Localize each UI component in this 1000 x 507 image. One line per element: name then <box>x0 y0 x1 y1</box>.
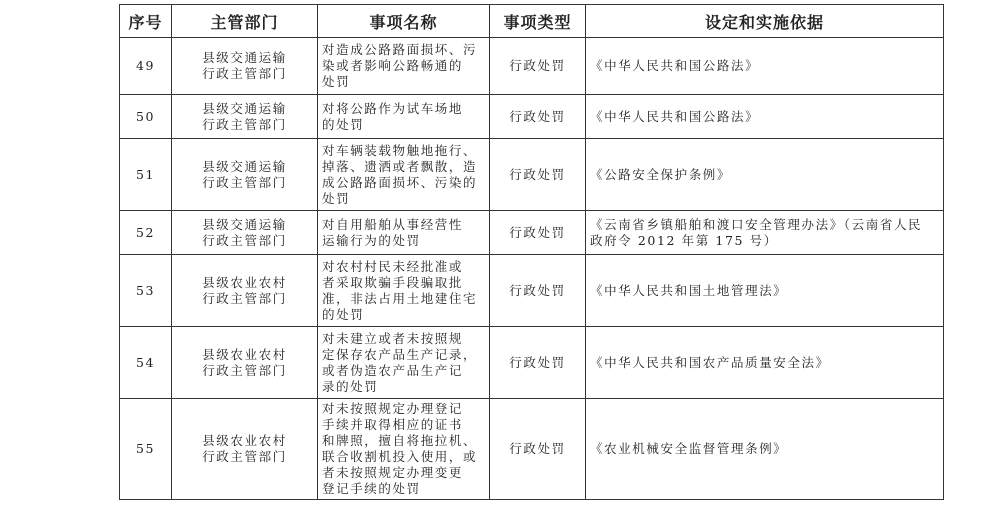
row-seq: 54 <box>120 327 172 399</box>
dept-line: 县级农业农村 <box>202 274 287 290</box>
row-dept <box>172 399 318 500</box>
row-name <box>318 327 490 399</box>
dept-line: 县级交通运输 <box>202 216 287 232</box>
row-type: 行政处罚 <box>490 38 586 95</box>
row-name <box>318 255 490 327</box>
row-basis <box>586 399 944 500</box>
row-name <box>318 211 490 255</box>
dept-line: 行政主管部门 <box>202 362 287 378</box>
table-row <box>120 38 944 95</box>
name-line: 对将公路作为试车场地 <box>322 100 464 116</box>
name-line: 的处罚 <box>322 306 365 322</box>
dept-line: 行政主管部门 <box>202 174 287 190</box>
row-name <box>318 139 490 211</box>
row-seq: 55 <box>120 399 172 500</box>
name-line: 处罚 <box>322 74 351 89</box>
name-line: 的处罚 <box>322 116 365 132</box>
name-line: 对车辆装载物触地拖行、 <box>322 142 478 158</box>
basis-line: 《农业机械安全监督管理条例》 <box>590 441 788 456</box>
row-type: 行政处罚 <box>490 139 586 211</box>
row-seq: 50 <box>120 95 172 139</box>
name-line: 和牌照，擅自将拖拉机、 <box>322 433 478 448</box>
table-row <box>120 95 944 139</box>
basis-line: 《中华人民共和国土地管理法》 <box>590 282 788 298</box>
basis-line: 《云南省乡镇船舶和渡口安全管理办法》（云南省人民 <box>590 216 923 232</box>
regulation-table <box>119 4 944 500</box>
name-line: 手续并取得相应的证书 <box>322 417 464 432</box>
basis-line: 《中华人民共和国公路法》 <box>590 58 760 73</box>
name-line: 掉落、遗洒或者飘散，造 <box>322 158 478 174</box>
dept-line: 县级交通运输 <box>202 100 287 116</box>
name-line: 染或者影响公路畅通的 <box>322 58 464 73</box>
dept-line: 行政主管部门 <box>202 232 287 248</box>
dept-line: 行政主管部门 <box>202 449 287 464</box>
dept-line: 行政主管部门 <box>202 66 287 81</box>
table-row <box>120 139 944 211</box>
row-dept <box>172 38 318 95</box>
name-line: 处罚 <box>322 190 351 206</box>
dept-line: 行政主管部门 <box>202 116 287 132</box>
name-line: 对未按照规定办理登记 <box>322 401 464 416</box>
header-seq: 序号 <box>120 5 172 38</box>
basis-line: 《中华人民共和国公路法》 <box>590 108 760 124</box>
table-row <box>120 255 944 327</box>
name-line: 对造成公路路面损坏、污 <box>322 42 478 57</box>
name-line: 对农村村民未经批准或 <box>322 258 464 274</box>
row-dept <box>172 211 318 255</box>
dept-line: 县级农业农村 <box>202 433 287 448</box>
row-basis <box>586 95 944 139</box>
row-basis <box>586 38 944 95</box>
dept-line: 县级交通运输 <box>202 50 287 65</box>
row-type: 行政处罚 <box>490 95 586 139</box>
basis-line: 政府令 2012 年第 175 号） <box>590 232 778 248</box>
row-basis <box>586 255 944 327</box>
row-seq: 51 <box>120 139 172 211</box>
name-line: 者未按照规定办理变更 <box>322 465 464 480</box>
header-name: 事项名称 <box>318 5 490 38</box>
name-line: 准，非法占用土地建住宅 <box>322 290 478 306</box>
header-type: 事项类型 <box>490 5 586 38</box>
dept-line: 县级交通运输 <box>202 158 287 174</box>
row-type: 行政处罚 <box>490 211 586 255</box>
row-seq: 49 <box>120 38 172 95</box>
row-basis <box>586 139 944 211</box>
row-type: 行政处罚 <box>490 399 586 500</box>
name-line: 定保存农产品生产记录， <box>322 346 478 362</box>
row-basis <box>586 327 944 399</box>
name-line: 者采取欺骗手段骗取批 <box>322 274 464 290</box>
row-type: 行政处罚 <box>490 327 586 399</box>
table-row <box>120 399 944 500</box>
name-line: 运输行为的处罚 <box>322 232 421 248</box>
name-line: 对自用船舶从事经营性 <box>322 216 464 232</box>
row-seq: 52 <box>120 211 172 255</box>
basis-line: 《中华人民共和国农产品质量安全法》 <box>590 354 830 370</box>
row-name <box>318 95 490 139</box>
header-basis: 设定和实施依据 <box>586 5 944 38</box>
name-line: 录的处罚 <box>322 378 379 394</box>
row-name <box>318 38 490 95</box>
name-line: 联合收割机投入使用，或 <box>322 449 478 464</box>
basis-line: 《公路安全保护条例》 <box>590 166 732 182</box>
row-dept <box>172 95 318 139</box>
name-line: 成公路路面损坏、污染的 <box>322 174 478 190</box>
row-name <box>318 399 490 500</box>
header-dept: 主管部门 <box>172 5 318 38</box>
name-line: 登记手续的处罚 <box>322 481 421 496</box>
name-line: 或者伪造农产品生产记 <box>322 362 464 378</box>
row-dept <box>172 327 318 399</box>
header-row <box>120 5 944 38</box>
dept-line: 行政主管部门 <box>202 290 287 306</box>
row-basis <box>586 211 944 255</box>
row-seq: 53 <box>120 255 172 327</box>
table-row <box>120 211 944 255</box>
dept-line: 县级农业农村 <box>202 346 287 362</box>
name-line: 对未建立或者未按照规 <box>322 330 464 346</box>
row-type: 行政处罚 <box>490 255 586 327</box>
row-dept <box>172 255 318 327</box>
table-row <box>120 327 944 399</box>
row-dept <box>172 139 318 211</box>
